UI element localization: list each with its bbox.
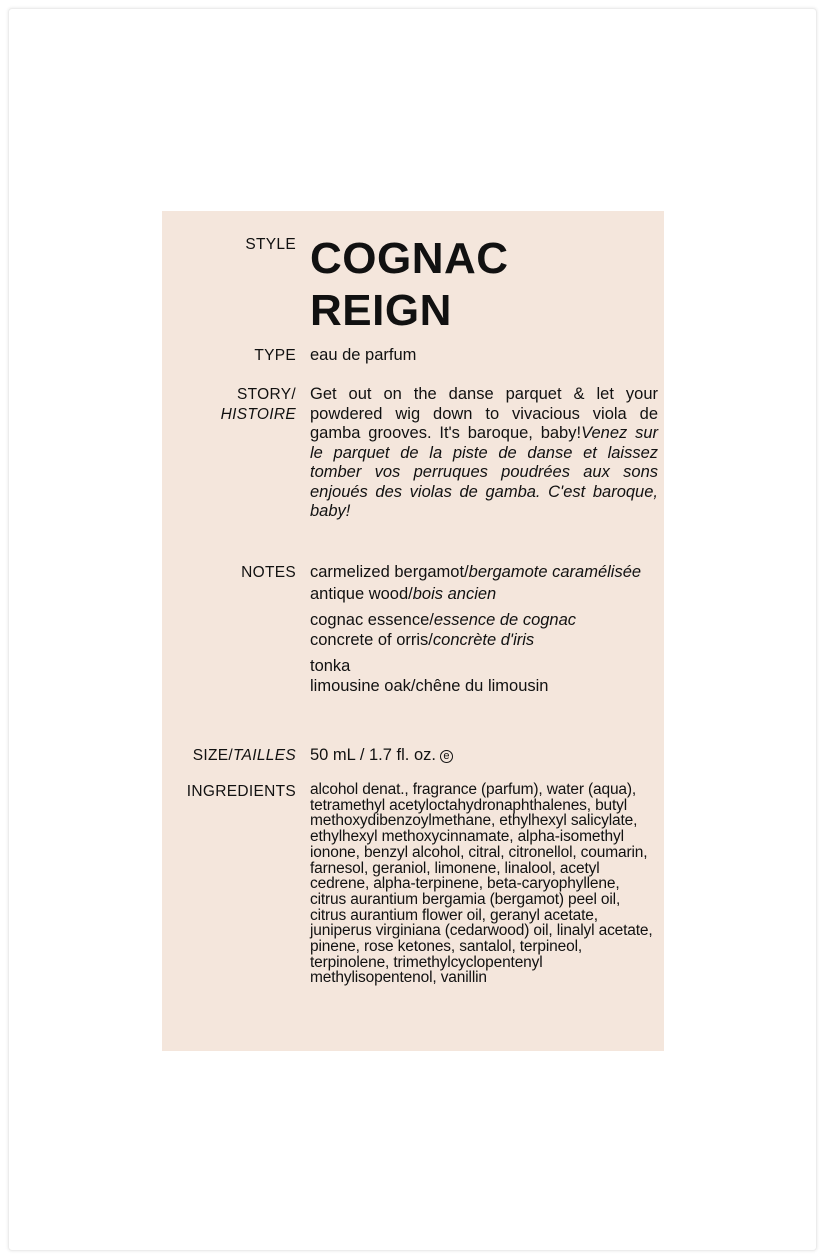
estimated-sign-icon: e: [440, 750, 453, 763]
note-cognac-en: cognac essence/: [310, 611, 434, 629]
type-value: eau de parfum: [310, 346, 417, 364]
notes-gap: [310, 650, 658, 657]
style-key: STYLE: [245, 236, 296, 253]
note-cognac-fr: essence de cognac: [433, 611, 577, 629]
note-antique-wood-fr: bois ancien: [412, 584, 497, 603]
story-key-en: STORY/: [237, 386, 296, 403]
note-orris-en: concrete of orris/: [310, 630, 433, 649]
note-bergamot-fr: bergamote caramélisée: [468, 563, 642, 581]
size-key: [193, 746, 296, 766]
size-key-fr: TAILLES: [233, 747, 296, 764]
note-bergamot: [310, 563, 658, 583]
note-tonka: tonka: [310, 657, 351, 675]
note-orris-fr: concrète d'iris: [432, 630, 535, 649]
note-bergamot-en: carmelized bergamot/: [310, 563, 469, 581]
notes-gap: [310, 604, 658, 611]
notes-key: NOTES: [241, 564, 296, 581]
type-key: TYPE: [254, 347, 296, 364]
story-text-en: Get out on the danse parquet & let your powdered wig down to vivacious viola de gamba grooves. It's baroque, baby!: [310, 385, 658, 442]
size-key-en: SIZE/: [192, 747, 234, 764]
size-value: [310, 746, 658, 766]
story-text-fr: Venez sur le parquet de la piste de danse et laissez tomber vos perruques poudrées aux sons enjoués des violas de gamba. C'est baroque, baby!: [310, 424, 658, 520]
note-oak: limousine oak/chêne du limousin: [310, 676, 549, 695]
note-antique-wood: [310, 585, 658, 605]
note-orris: [310, 631, 658, 651]
ingredients-key: INGREDIENTS: [186, 783, 296, 800]
note-antique-wood-en: antique wood/: [310, 584, 413, 603]
story-key: [221, 385, 296, 425]
note-cognac: [310, 611, 658, 631]
story-text: [310, 385, 658, 522]
ingredients-text: alcohol denat., fragrance (parfum), water (aqua), tetramethyl acetyloctahydronaphthalenes, butyl methoxydibenzoylmethane, ethylhexyl salicylate, ethylhexyl methoxycinnamate, alpha-isomethyl ionone, benzyl alcohol, citral, citronellol, coumarin, farnesol, geraniol, limonene, linalool, acetyl cedrene, alpha-terpinene, beta-caryophyllene, citrus aurantium bergamia (bergamot) peel oil, citrus aurantium flower oil, geranyl acetate, juniperus virginiana (cedarwood) oil, linalyl acetate, pinene, rose ketones, santalol, terpineol, terpinolene, trimethylcyclopentenyl methylisopentenol, vanillin: [310, 781, 653, 987]
size-amount: 50 mL / 1.7 fl. oz.: [310, 746, 436, 764]
product-name: [310, 233, 658, 337]
product-name-line-2: REIGN: [310, 286, 452, 335]
story-key-fr: HISTOIRE: [220, 406, 296, 423]
product-name-line-1: COGNAC: [310, 234, 509, 283]
notes-list: [310, 563, 658, 696]
product-label: [162, 211, 664, 1051]
